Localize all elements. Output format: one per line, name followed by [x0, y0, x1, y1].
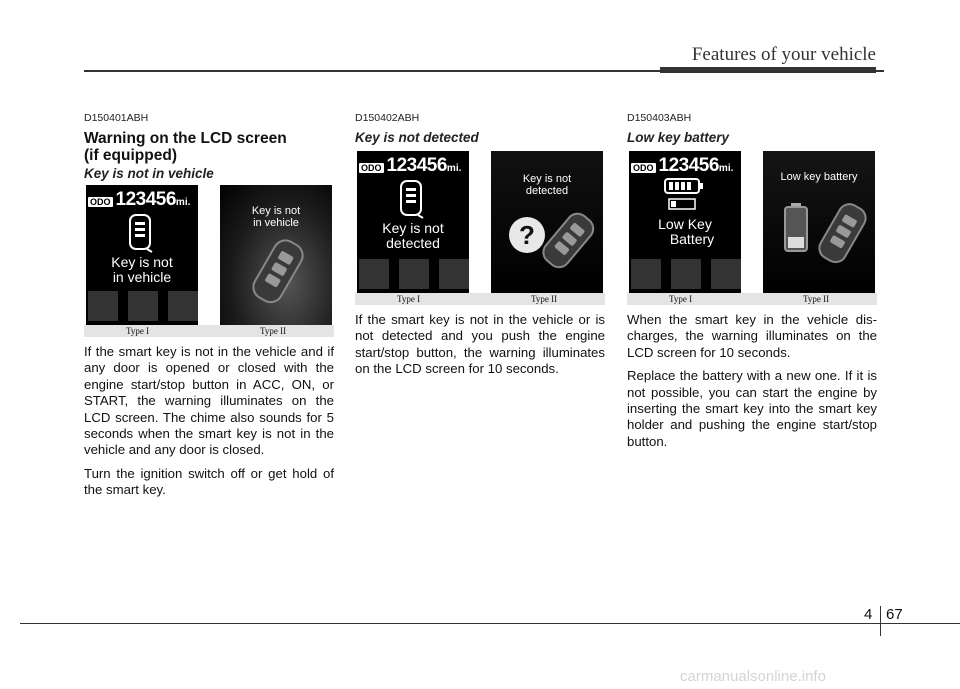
lcd-figure — [355, 151, 605, 305]
question-mark-icon: ? — [509, 217, 545, 253]
section-code: D150401ABH — [84, 112, 149, 124]
section-subtitle: Key is not detected — [355, 130, 479, 145]
section-subtitle: Low key battery — [627, 130, 730, 145]
lcd-type1-panel — [86, 185, 198, 325]
lcd-figure — [627, 151, 877, 305]
lcd-type1-panel — [629, 151, 741, 293]
footer-rule — [20, 623, 960, 624]
smart-key-icon — [399, 179, 425, 219]
body-paragraph: Replace the battery with a new one. If it is not possible, you can start the engine by inserting the smart key into the smart key holder and pushing the engine start/stop button. — [627, 368, 877, 449]
smart-key-icon — [250, 233, 304, 313]
lcd-figure — [84, 185, 334, 337]
odometer: ODO 123456 mi. — [90, 189, 191, 210]
lcd-message: Low key battery — [780, 171, 858, 183]
section-code: D150403ABH — [627, 112, 692, 124]
lcd-type2-panel — [763, 151, 875, 293]
section-title: Warning on the LCD screen (if equipped) — [84, 130, 287, 164]
type1-label: Type I — [669, 294, 693, 304]
type1-label: Type I — [126, 326, 150, 336]
type2-label: Type II — [803, 294, 830, 304]
section-subtitle: Key is not in vehicle — [84, 166, 214, 181]
section-code: D150402ABH — [355, 112, 420, 124]
type-label-bar — [84, 325, 334, 337]
footer-divider — [880, 606, 881, 636]
chapter-number: 4 — [864, 606, 873, 623]
smart-key-icon — [539, 207, 595, 277]
lcd-message: Key is not in vehicle — [111, 254, 173, 285]
battery-icon — [783, 201, 811, 255]
type2-label: Type II — [531, 294, 558, 304]
lcd-segments — [88, 291, 198, 321]
running-header: Features of your vehicle — [691, 44, 876, 65]
low-battery-icon — [661, 177, 711, 215]
lcd-message: Key is not detected — [382, 220, 444, 251]
lcd-type2-panel — [491, 151, 603, 293]
type1-label: Type I — [397, 294, 421, 304]
lcd-type1-panel — [357, 151, 469, 293]
smart-key-icon — [128, 213, 154, 253]
lcd-segments — [631, 259, 741, 289]
section-key-not-in-vehicle — [84, 112, 334, 499]
body-paragraph: Turn the ignition switch off or get hold of the smart key. — [84, 465, 334, 498]
lcd-message: Low Key Battery — [658, 216, 715, 247]
header-rule-accent — [660, 67, 876, 73]
body-paragraph: If the smart key is not in the vehicle or is not detected and you push the engine start/stop button, the warning illuminates on the LCD screen for 10 seconds. — [355, 312, 605, 377]
page-number: 67 — [886, 606, 903, 623]
body-paragraph: When the smart key in the vehicle dis-charges, the warning illuminates on the LCD screen for 10 seconds. — [627, 312, 877, 360]
lcd-segments — [359, 259, 469, 289]
type-label-bar — [627, 293, 877, 305]
lcd-type2-panel — [220, 185, 332, 325]
section-low-key-battery — [627, 112, 877, 450]
section-key-not-detected — [355, 112, 605, 378]
watermark: carmanualsonline.info — [680, 668, 826, 685]
lcd-message: Key is not in vehicle — [251, 205, 301, 229]
body-paragraph: If the smart key is not in the vehicle and if any door is opened or closed with the engine start/stop button in ACC, ON, or START, the warning illuminates on the LCD screen. The chime also sounds for 5 seconds when the smart key is not in the vehicle and any door is closed. — [84, 344, 334, 458]
type2-label: Type II — [260, 326, 287, 336]
odometer: ODO 123456 mi. — [633, 155, 734, 176]
odometer: ODO 123456 mi. — [361, 155, 462, 176]
smart-key-icon — [813, 199, 871, 269]
lcd-message: Key is not detected — [522, 173, 572, 197]
type-label-bar — [355, 293, 605, 305]
